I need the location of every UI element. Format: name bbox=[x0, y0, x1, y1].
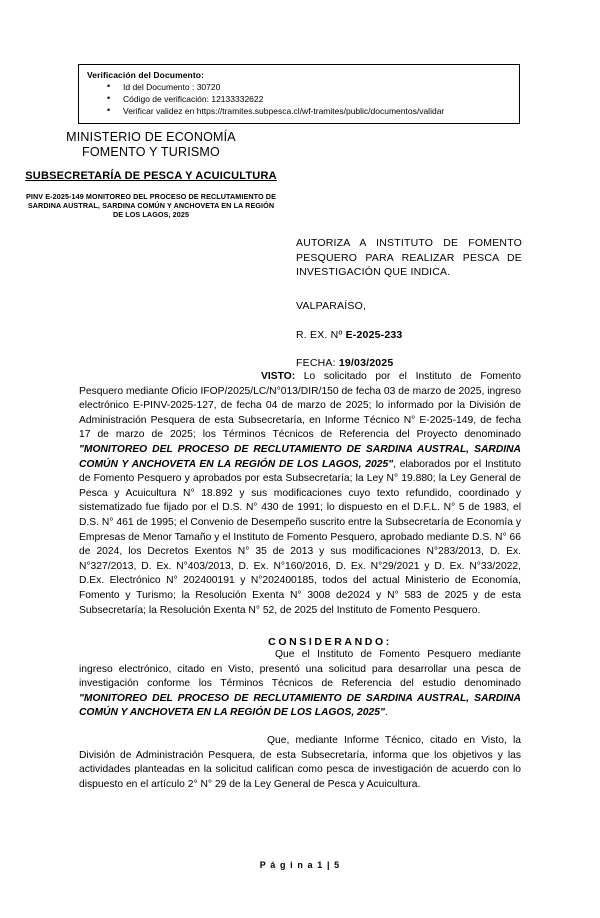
city-line: VALPARAÍSO, bbox=[296, 299, 367, 312]
title-block bbox=[296, 236, 522, 370]
verification-item-list bbox=[87, 81, 513, 117]
ministry-line-1: MINISTERIO DE ECONOMÍA bbox=[66, 130, 236, 144]
resolution-number-label: R. EX. Nº bbox=[296, 328, 346, 341]
considerando-1-text-part-2: . bbox=[384, 707, 388, 719]
visto-text-part-2: , elaborados por el Instituto de Fomento Pesquero y aprobados por esta Subsecretaría; la Ley N° 19.880; la Ley General de Pesca y Acuicultura N° 18.892 y sus modificaciones cuyo texto refundido, coordinado y sistematizado fue fijado por el D.S. N° 430 de 1991; lo dispuesto en el D.F.L. N° 5 de 1983, el D.S. N° 461 de 1995; el Convenio de Desempeño suscrito entre la Subsecretaría de Economía y Empresas de Menor Tamaño y el Instituto de Fomento Pesquero, aprobado mediante D.S. N° 66 de 2024, los Decretos Exentos N° 35 de 2013 y sus modificaciones N°283/2013, D. Ex. N°327/2013, D. Ex. N°403/2013, D. Ex. N°160/2016, D. Ex. N°29/2021 y D. Ex. N°33/2022, D.Ex. Electrónico N° 202400191 y N°202400185, todos del actual Ministerio de Economía, Fomento y Turismo; la Resolución Exenta N° 3008 de2024 y N° 583 de 2025 y de esta Subsecretaría; la Resolución Exenta N° 52, de 2025 del Instituto de Fomento Pesquero. bbox=[79, 458, 521, 616]
resolution-date-value: 19/03/2025 bbox=[338, 356, 394, 369]
ministry-name bbox=[22, 130, 280, 160]
document-body bbox=[79, 370, 521, 792]
project-reference: PINV E-2025-149 MONITOREO DEL PROCESO DE RECLUTAMIENTO DE SARDINA AUSTRAL, SARDINA COMÚN Y ANCHOVETA EN LA REGIÓN DE LOS LAGOS, 2025 bbox=[26, 192, 276, 220]
verification-item-code: • Código de verificación: 12133332622 bbox=[87, 93, 513, 105]
verification-box-title: Verificación del Documento: bbox=[87, 70, 205, 80]
verification-box bbox=[78, 64, 520, 124]
considerando-2-text: Que, mediante Informe Técnico, citado en Visto, la División de Administración Pesquera, de esta Subsecretaría, informa que los objetivos y las actividades planteadas en la solicitud califican como pesca de investigación de acuerdo con lo dispuesto en el artículo 2° N° 29 de la Ley General de Pesca y Acuicultura. bbox=[79, 735, 521, 790]
considerando-paragraph-1 bbox=[79, 648, 521, 721]
verification-item-document-id: • Id del Documento : 30720 bbox=[87, 81, 513, 93]
considerando-1-project-title: "MONITOREO DEL PROCESO DE RECLUTAMIENTO DE SARDINA AUSTRAL, SARDINA COMÚN Y ANCHOVETA EN LA REGIÓN DE LOS LAGOS, 2025" bbox=[79, 692, 521, 719]
resolution-number-value: E-2025-233 bbox=[345, 328, 403, 341]
ministry-line-2: FOMENTO Y TURISMO bbox=[82, 145, 220, 159]
considerando-heading: CONSIDERANDO: bbox=[268, 636, 392, 649]
resolution-subject: AUTORIZA A INSTITUTO DE FOMENTO PESQUERO PARA REALIZAR PESCA DE INVESTIGACIÓN QUE INDICA. bbox=[296, 237, 522, 278]
letterhead bbox=[22, 130, 280, 220]
visto-label: VISTO: bbox=[261, 371, 296, 382]
subsecretaria-name: SUBSECRETARÍA DE PESCA Y ACUICULTURA bbox=[25, 170, 277, 182]
considerando-paragraph-2 bbox=[79, 734, 521, 792]
resolution-number-line bbox=[296, 328, 522, 342]
visto-text-part-1: Lo solicitado por el Instituto de Fomento Pesquero mediante Oficio IFOP/2025/LC/N°013/DIR/150 de fecha 03 de marzo de 2025, ingreso electrónico E-PINV-2025-127, de fecha 04 de marzo de 2025; lo informado por la División de Administración Pesquera de esta Subsecretaría, en Informe Técnico N° E-2025-149, de fecha 17 de marzo de 2025; los Términos Técnicos de Referencia del Proyecto denominado bbox=[79, 371, 521, 441]
considerando-1-text-part-1: Que el Instituto de Fomento Pesquero mediante ingreso electrónico, citado en Visto, presentó una solicitud para desarrollar una pesca de investigación conforme los Términos Técnicos de Referencia del estudio denominado bbox=[79, 649, 521, 690]
visto-paragraph bbox=[79, 370, 521, 618]
resolution-date-label: FECHA: bbox=[296, 356, 339, 369]
visto-project-title: "MONITOREO DEL PROCESO DE RECLUTAMIENTO DE SARDINA AUSTRAL, SARDINA COMÚN Y ANCHOVETA EN LA REGIÓN DE LOS LAGOS, 2025" bbox=[79, 443, 521, 470]
resolution-date-line bbox=[296, 356, 522, 370]
verification-item-url: • Verificar validez en https://tramites.subpesca.cl/wf-tramites/public/documentos/validar bbox=[87, 105, 513, 117]
page-number-footer: P á g i n a 1 | 5 bbox=[259, 860, 341, 870]
